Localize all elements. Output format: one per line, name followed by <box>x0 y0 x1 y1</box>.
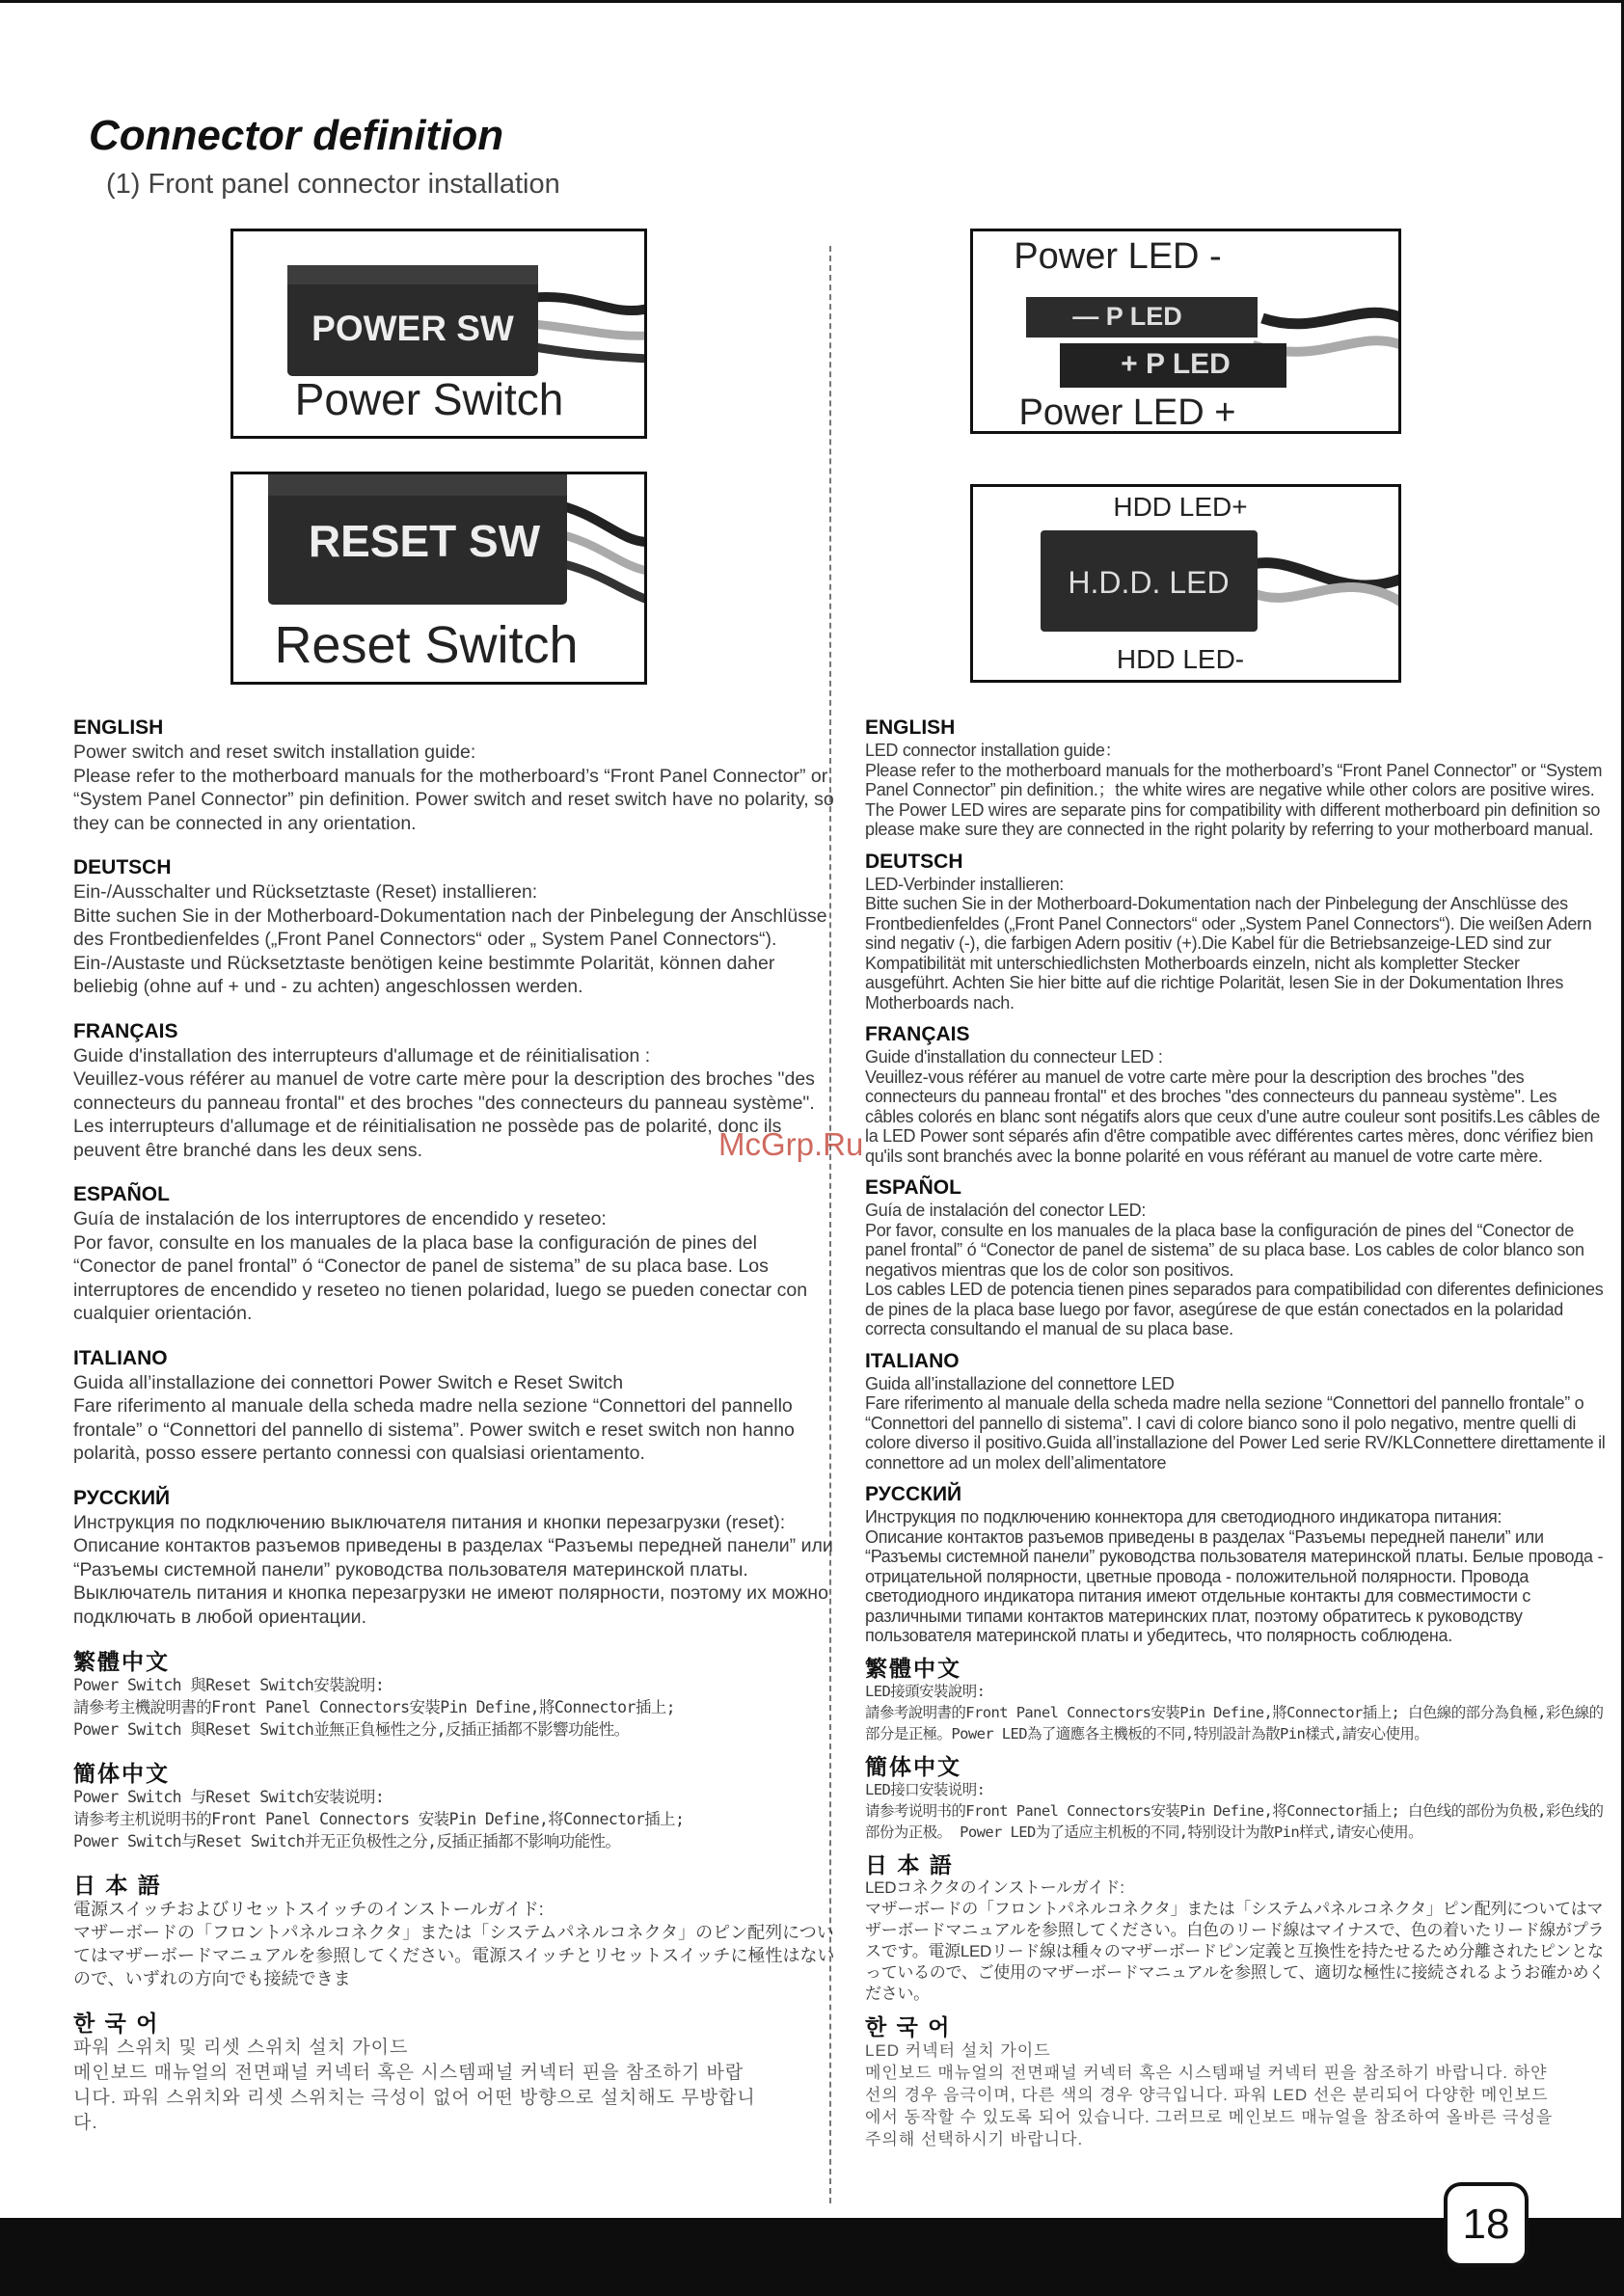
right-heading-deutsch: DEUTSCH <box>865 850 963 873</box>
p-led-minus-pin: — P LED <box>1072 302 1182 331</box>
left-heading-simplified-chinese: 簡体中文 <box>73 1761 170 1786</box>
left-section-espanol <box>73 1182 835 1326</box>
left-heading-traditional-chinese: 繁體中文 <box>73 1649 170 1674</box>
power-switch-figure <box>230 229 647 439</box>
left-section-italiano <box>73 1346 835 1466</box>
switch-instructions-column <box>73 716 835 2156</box>
right-text-francais: Guide d'installation du connecteur LED : Veuillez-vous référer au manuel de votre carte mère pour la description des broches "des connecteurs du panneau frontal" et des broches "des connecteurs du panneau système". Les câbles colorés en blanc sont négatifs alors que ceux d'une autre couleur sont positifs.Les câbles de la LED Power sont séparés afin d'être compatible avec différentes cartes mères, donc vérifiez bien qu'ils sont branchés avec la bonne polarité en vous référant au manuel de votre carte mère. <box>865 1047 1600 1166</box>
page-title: Connector definition <box>89 112 504 159</box>
right-heading-francais: FRANÇAIS <box>865 1023 970 1045</box>
right-section-japanese <box>865 1852 1608 2005</box>
reset-sw-label: RESET SW <box>308 516 541 566</box>
reset-switch-caption: Reset Switch <box>274 616 579 674</box>
left-text-korean: 파워 스위치 및 리셋 스위치 설치 가이드 메인보드 매뉴얼의 전면패널 커넥터 혹은 시스템패널 커넥터 핀을 참조하기 바랍니다. 파워 스위치와 리셋 스위치는 극성이 없어 어떤 방향으로 설치해도 무방합니다. <box>73 2038 756 2133</box>
right-section-espanol <box>865 1175 1608 1339</box>
power-switch-caption: Power Switch <box>294 374 564 424</box>
right-text-russian: Инструкция по подключению коннектора для светодиодного индикатора питания: Описание контактов разъемов приведены в разделах “Разъемы передней панели” или “Разъемы системной панели” руководства пользователя материнской платы. Белые провода - отрицательной полярности, цветные провода - положительной полярности. Провода светодиодного индикатора питания имеют отдельные контакты для совместимости с различными типами контактов материнских плат, поэтому обратитесь к руководству пользователя материнской платы и убедитесь, что полярность соблюдена. <box>865 1507 1604 1645</box>
footer-bar <box>0 2218 1624 2296</box>
left-text-deutsch: Ein-/Ausschalter und Rücksetztaste (Reset) installieren: Bitte suchen Sie in der Motherboard-Dokumentation nach der Pinbelegung der Anschlüsse des Frontbedienfeldes („Front Panel Connectors“ oder „ System Panel Connectors“). Ein-/Austaste und Rücksetztaste benötigen keine bestimmte Polarität, können daher beliebig (ohne auf + und - zu achten) angeschlossen werden. <box>73 881 827 997</box>
right-section-english <box>865 716 1608 840</box>
left-text-russian: Инструкция по подключению выключателя питания и кнопки перезагрузки (reset): Описание контактов разъемов приведены в разделах “Разъемы передней панели” или “Разъемы системной панели” руководства пользователя материнской платы. Выключатель питания и кнопка перезагрузки не имеют полярности, поэтому их можно подключать в любой ориентации. <box>73 1511 833 1628</box>
left-section-deutsch <box>73 855 835 999</box>
power-led-figure <box>970 229 1401 434</box>
right-heading-traditional-chinese: 繁體中文 <box>865 1655 961 1681</box>
left-section-traditional-chinese <box>73 1649 835 1741</box>
left-section-russian <box>73 1486 835 1630</box>
right-text-korean: LED 커넥터 설치 가이드 메인보드 매뉴얼의 전면패널 커넥터 혹은 시스템패널 커넥터 핀을 참조하기 바랍니다. 하얀선의 경우 음극이며, 다른 색의 경우 양극입니다. 파워 LED 선은 분리되어 다양한 메인보드에서 동작할 수 있도록 되어 있습니다. 그러므로 메인보드 매뉴얼을 참조하여 올바른 극성을 주의해 선택하시기 바랍니다. <box>865 2040 1554 2148</box>
left-text-english: Power switch and reset switch installation guide: Please refer to the motherboard manuals for the motherboard’s “Front Panel Connector” or “System Panel Connector” pin definition. Power switch and reset switch have no polarity, so they can be connected in any orientation. <box>73 742 834 834</box>
left-heading-espanol: ESPAÑOL <box>73 1183 170 1205</box>
hdd-led-pin-label: H.D.D. LED <box>1068 565 1230 600</box>
left-section-korean <box>73 2011 835 2136</box>
right-text-traditional-chinese: LED接頭安裝說明: 請參考說明書的Front Panel Connectors安裝Pin Define,將Connector插上; 白色線的部分為負極,彩色線的部分是正極。Power LED為了適應各主機板的不同,特別設計為散Pin樣式,請安心使用。 <box>865 1682 1604 1742</box>
left-text-espanol: Guía de instalación de los interruptores de encendido y reseteo: Por favor, consulte en los manuales de la placa base la configuración de pines del “Conector de panel frontal” ó “Conector de panel de sistema” de su placa base. Los interruptores de encendido y reseteo no tienen polaridad, luego se pueden conectar con cualquier orientación. <box>73 1208 808 1324</box>
right-text-espanol: Guía de instalación del conector LED: Por favor, consulte en los manuales de la placa base la configuración de pines del “Conector de panel frontal” ó “Conector de panel de sistema” de su placa base. Los cables de color blanco son negativos mientras que los de color son positivos. Los cables LED de potencia tienen pines separados para compatibilidad con diferentes definiciones de pines de la placa base luego por favor, asegúrese de que están conectados en la polaridad correcta consultando el manual de su placa base. <box>865 1201 1604 1338</box>
right-text-english: LED connector installation guide： Please refer to the motherboard manuals for the motherboard’s “Front Panel Connector” or “System Panel Connector” pin definition.；the white wires are negative while other colors are positive wires. The Power LED wires are separate pins for compatibility with different motherboard pin definition so please make sure they are connected in the right polarity by referring to your motherboard manual. <box>865 741 1603 839</box>
right-text-japanese: LEDコネクタのインストールガイド: マザーボードの「フロントパネルコネクタ」または「システムパネルコネクタ」ピン配列についてはマザーボードマニュアルを参照してください。白色のリード線はマイナスで、色の着いたリード線がプラスです。電源LEDリード線は種々のマザーボードピン定義と互換性を持たせるため分離されたピンとなっているので、ご使用のマザーボードマニュアルを参照して、適切な極性に接続されるようお確かめください。 <box>865 1877 1605 2003</box>
left-text-francais: Guide d'installation des interrupteurs d'allumage et de réinitialisation : Veuillez-vous référer au manuel de votre carte mère pour la description des broches "des connecteurs du panneau frontal" et des broches "des connecteurs du panneau système". Les interrupteurs d'allumage et de réinitialisation ne possède pas de polarité, donc ils peuvent être branché dans les deux sens. <box>73 1044 815 1161</box>
right-section-francais <box>865 1022 1608 1166</box>
right-section-russian <box>865 1482 1608 1646</box>
right-section-italiano <box>865 1349 1608 1473</box>
left-heading-korean: 한 국 어 <box>73 2011 160 2036</box>
left-heading-italiano: ITALIANO <box>73 1346 168 1369</box>
right-section-korean <box>865 2014 1608 2150</box>
top-border <box>0 0 1624 3</box>
left-text-traditional-chinese: Power Switch 與Reset Switch安裝說明: 請參考主機說明書的Front Panel Connectors安裝Pin Define,將Connector插上; Power Switch 與Reset Switch並無正負極性之分,反插正插都不影響功能性。 <box>73 1676 675 1739</box>
right-heading-espanol: ESPAÑOL <box>865 1176 961 1199</box>
right-heading-korean: 한 국 어 <box>865 2013 952 2039</box>
left-heading-francais: FRANÇAIS <box>73 1019 178 1042</box>
left-text-japanese: 電源スイッチおよびリセットスイッチのインストールガイド: マザーボードの「フロントパネルコネクタ」または「システムパネルコネクタ」のピン配列についてはマザーボードマニュアルを参照してください。電源スイッチとリセットスイッチに極性はないので、いずれの方向でも接続できま <box>73 1900 835 1988</box>
right-text-italiano: Guida all’installazione del connettore LED Fare riferimento al manuale della scheda madre nella sezione “Connettori del pannello frontale” o “Connettori del pannello di sistema”. I cavi di colore bianco sono il polo negativo, mentre quelli di colore diverso il positivo.Guida all’installazione del Power Led serie RV/KLConnettere direttamente il connettore ad un molex dell’alimentatore <box>865 1373 1606 1472</box>
right-text-deutsch: LED-Verbinder installieren: Bitte suchen Sie in der Motherboard-Dokumentation nach der Pinbelegung der Anschlüsse des Frontbedienfeldes („Front Panel Connectors“ oder „System Panel Connectors“). Die weißen Adern sind negativ (-), die farbigen Adern positiv (+).Die Kabel für die Betriebsanzeige-LED sind zur Kompatibilität mit unterschiedlichsten Motherboards einzeln, nicht als kompletter Stecker ausgeführt. Achten Sie hier bitte auf die richtige Polarität, lesen Sie in der Dokumentation Ihres Motherboards nach. <box>865 874 1592 1013</box>
reset-switch-figure <box>230 472 647 685</box>
page-number: 18 <box>1444 2182 1529 2267</box>
right-section-simplified-chinese <box>865 1754 1608 1843</box>
p-led-plus-pin: + P LED <box>1121 348 1231 380</box>
hdd-led-minus-label: HDD LED- <box>1116 644 1245 674</box>
right-section-traditional-chinese <box>865 1656 1608 1744</box>
right-section-deutsch <box>865 850 1608 1013</box>
page-subtitle: (1) Front panel connector installation <box>106 169 560 200</box>
left-heading-english: ENGLISH <box>73 716 164 739</box>
left-section-simplified-chinese <box>73 1761 835 1852</box>
right-heading-italiano: ITALIANO <box>865 1349 960 1372</box>
power-led-minus-label: Power LED - <box>1014 236 1222 277</box>
left-heading-japanese: 日 本 語 <box>73 1873 162 1898</box>
left-section-english <box>73 716 835 835</box>
power-led-plus-label: Power LED + <box>1018 392 1236 431</box>
led-instructions-column <box>865 716 1608 2160</box>
hdd-led-plus-label: HDD LED+ <box>1113 492 1248 522</box>
left-section-japanese <box>73 1873 835 1990</box>
right-heading-english: ENGLISH <box>865 716 956 739</box>
left-heading-russian: РУССКИЙ <box>73 1486 171 1509</box>
watermark: McGrp.Ru <box>718 1126 864 1162</box>
right-heading-russian: РУССКИЙ <box>865 1483 962 1505</box>
left-text-simplified-chinese: Power Switch 与Reset Switch安装说明: 请参考主机说明书的Front Panel Connectors 安装Pin Define,将Connector插上; Power Switch与Reset Switch并无正负极性之分,反插正插都不影响功能性。 <box>73 1788 685 1850</box>
left-heading-deutsch: DEUTSCH <box>73 856 172 878</box>
power-sw-label: POWER SW <box>311 309 514 348</box>
right-heading-simplified-chinese: 簡体中文 <box>865 1753 961 1779</box>
right-heading-japanese: 日 本 語 <box>865 1851 954 1877</box>
left-text-italiano: Guida all’installazione dei connettori Power Switch e Reset Switch Fare riferimento al manuale della scheda madre nella sezione “Connettori del pannello frontale” o “Connettori del pannello di sistema”. Power switch e reset switch non hanno polarità, posso essere pertanto connessi con qualsiasi orientamento. <box>73 1371 795 1464</box>
hdd-led-figure <box>970 484 1401 683</box>
right-text-simplified-chinese: LED接口安装说明: 请参考说明书的Front Panel Connectors安装Pin Define,将Connector插上; 白色线的部份为负极,彩色线的部份为正极。 Power LED为了适应主机板的不同,特别设计为散Pin样式,请安心使用。 <box>865 1780 1604 1841</box>
